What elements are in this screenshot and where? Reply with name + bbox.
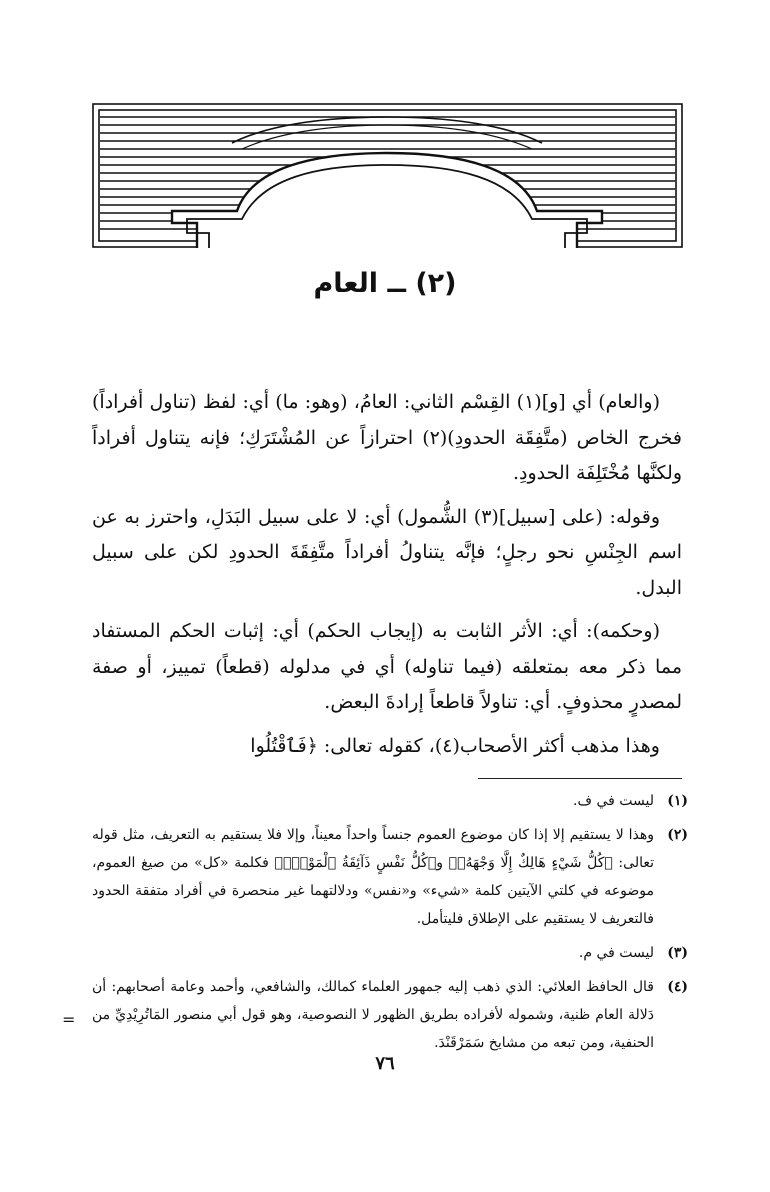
continuation-mark: = bbox=[62, 1010, 76, 1029]
chapter-header-ornament bbox=[92, 103, 683, 248]
paragraph-shumul: وقوله: (على [سبيل](٣) الشُّمول) أي: لا على سبيل البَدَلِ، واحترز به عن اسم الجِنْسِ نحو رجلٍ؛ فإنَّه يتناولُ أفراداً متَّفِقَةَ الحدودِ لكن على سبيل البدل. bbox=[92, 505, 682, 599]
footnote bbox=[92, 821, 688, 933]
footnote-text: ليست في م. bbox=[578, 945, 654, 961]
footnote-text: وهذا لا يستقيم إلا إذا كان موضوع العموم جنساً واحداً معيناً، وإلا فلا يستقيم به التعريف، مثل قوله تعالى: ﴿كُلُّ شَيْءٍ هَالِكٌ إِلَّا وَجْهَهُۥ﴾ و﴿كُلُّ نَفْسٍ ذَآئِقَةُ ٱلْمَوْتِۗ﴾ فكلمة «كل» من صيغ العموم، موضوعه في كلتي الآيتين كلمة «شيء» و«نفس» ودلالتهما غير منحصرة في أفراد متفقة الحدود فالتعريف لا يستقيم على الإطلاق فليتأمل. bbox=[92, 827, 654, 927]
footnote-text: ليست في ف. bbox=[573, 793, 654, 809]
footnote-number: (٢) bbox=[667, 827, 688, 843]
footnote-number: (٤) bbox=[667, 979, 688, 995]
footnotes bbox=[92, 787, 688, 1063]
paragraph-definition: (والعام) أي [و](١) القِسْم الثاني: العامُ، (وهو: ما) أي: لفظ (تناول أفراداً) فخرج الخاص (متَّفِقَة الحدودِ)(٢) احترازاً عن المُشْتَرَكِ؛ فإنه يتناول أفراداً ولكنَّها مُخْتَلِفَة الحدودِ. bbox=[92, 391, 682, 484]
chapter-title: (٢) ــ العام bbox=[313, 268, 457, 299]
page-number: ٧٦ bbox=[375, 1053, 395, 1074]
footnote bbox=[92, 973, 688, 1057]
footnote-number: (٣) bbox=[667, 945, 688, 961]
paragraph-ruling: (وحكمه): أي: الأثر الثابت به (إيجاب الحكم) أي: إثبات الحكم المستفاد مما ذكر معه بمتعلقه (فيما تناوله) أي في مدلوله (قطعاً) تمييز، أو صفة لمصدرٍ محذوفٍ. أي: تناولاً قاطعاً إرادةَ البعض. bbox=[92, 620, 682, 713]
footnote-separator bbox=[478, 778, 682, 779]
footnote bbox=[92, 787, 688, 815]
footnote bbox=[92, 939, 688, 967]
footnote-text: قال الحافظ العلائي: الذي ذهب إليه جمهور العلماء كمالك، والشافعي، وأحمد وعامة أصحابهم: أن دَلالة العام ظنية، وشموله لأفراده بطريق الظهور لا النصوصية، وهو قول أبي منصور المَاتُرِيْدِيِّ من الحنفية، ومن تبعه من مشايخ سَمَرْقَنْدَ. bbox=[92, 979, 654, 1051]
paragraph-madhhab: وهذا مذهب أكثر الأصحاب(٤)، كقوله تعالى: ﴿فَٱقْتُلُوا bbox=[250, 734, 660, 757]
body-text bbox=[92, 385, 682, 772]
footnote-number: (١) bbox=[667, 793, 688, 809]
